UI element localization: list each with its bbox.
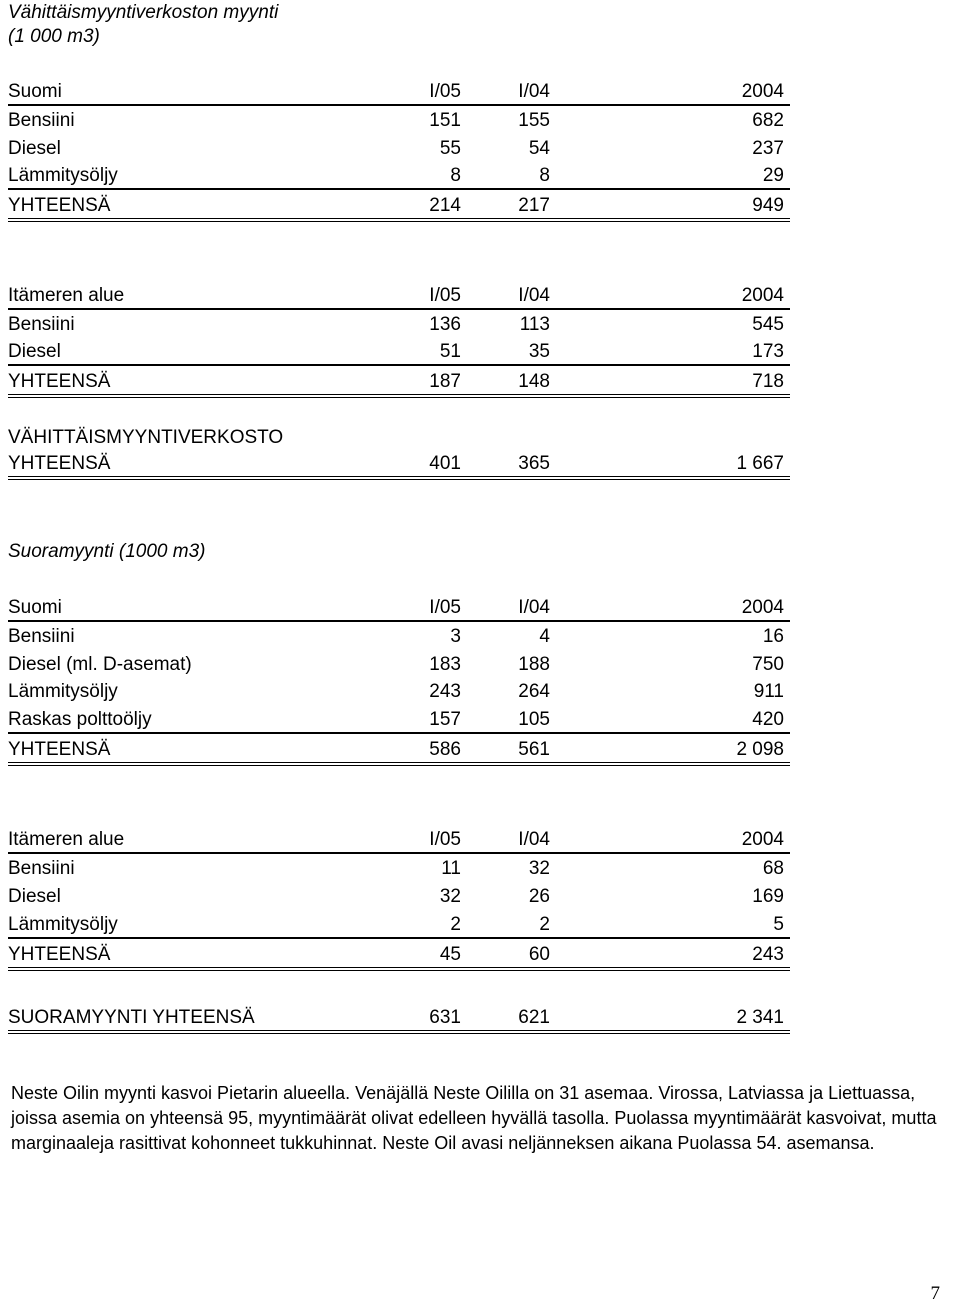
cell-value: 264 <box>518 681 550 702</box>
cell-value: 173 <box>752 341 784 362</box>
cell-value: 911 <box>753 681 784 702</box>
cell-value: 2 <box>539 914 550 935</box>
cell-value: 1 667 <box>736 453 784 474</box>
row-label: YHTEENSÄ <box>8 371 111 392</box>
row-label: Diesel <box>8 341 61 362</box>
cell-value: 365 <box>518 453 550 474</box>
cell-value: 5 <box>773 914 784 935</box>
retail-title: Vähittäismyyntiverkoston myynti <box>8 2 279 23</box>
column-header: I/04 <box>518 597 550 618</box>
cell-value: 32 <box>439 886 461 907</box>
cell-value: 35 <box>528 341 550 362</box>
cell-value: 26 <box>528 886 550 907</box>
retail-grand-total-row <box>8 452 790 480</box>
cell-value: 2 098 <box>736 739 784 760</box>
row-label: YHTEENSÄ <box>8 739 111 760</box>
page-number: 7 <box>930 1283 940 1304</box>
cell-value: 187 <box>429 371 461 392</box>
cell-value: 2 <box>450 914 461 935</box>
cell-value: 949 <box>752 195 784 216</box>
cell-value: 561 <box>518 739 550 760</box>
column-header: I/04 <box>518 829 550 850</box>
row-label: YHTEENSÄ <box>8 195 111 216</box>
cell-value: 113 <box>519 314 550 335</box>
row-label: SUORAMYYNTI YHTEENSÄ <box>8 1007 255 1028</box>
column-header: 2004 <box>741 285 784 306</box>
cell-value: 243 <box>429 681 461 702</box>
cell-value: 188 <box>518 654 550 675</box>
column-header: I/05 <box>429 81 461 102</box>
total-row <box>8 943 790 971</box>
total-row <box>8 370 790 398</box>
cell-value: 183 <box>429 654 461 675</box>
cell-value: 718 <box>752 371 784 392</box>
cell-value: 621 <box>518 1007 550 1028</box>
region-label: Suomi <box>8 81 62 102</box>
cell-value: 169 <box>752 886 784 907</box>
row-label: Bensiini <box>8 626 75 647</box>
table-header-row <box>8 596 790 622</box>
table-row <box>8 313 790 337</box>
table-header-row <box>8 828 790 854</box>
row-label: Bensiini <box>8 314 75 335</box>
cell-value: 148 <box>518 371 550 392</box>
cell-value: 55 <box>439 138 461 159</box>
row-label: Diesel (ml. D-asemat) <box>8 654 192 675</box>
cell-value: 51 <box>439 341 461 362</box>
column-header: I/05 <box>429 829 461 850</box>
column-header: 2004 <box>741 829 784 850</box>
cell-value: 151 <box>429 110 461 131</box>
row-label: Lämmitysöljy <box>8 681 118 702</box>
table-row <box>8 913 790 939</box>
table-row <box>8 885 790 909</box>
retail-unit: (1 000 m3) <box>8 26 100 47</box>
row-label: YHTEENSÄ <box>8 944 111 965</box>
retail-grand-label: VÄHITTÄISMYYNTIVERKOSTO <box>8 427 284 448</box>
cell-value: 750 <box>752 654 784 675</box>
table-row <box>8 708 790 734</box>
table-row <box>8 857 790 881</box>
cell-value: 155 <box>518 110 550 131</box>
cell-value: 237 <box>752 138 784 159</box>
direct-grand-total-row <box>8 1006 790 1034</box>
column-header: I/04 <box>518 81 550 102</box>
cell-value: 631 <box>429 1007 461 1028</box>
table-row <box>8 164 790 190</box>
cell-value: 586 <box>429 739 461 760</box>
cell-value: 243 <box>752 944 784 965</box>
cell-value: 32 <box>528 858 550 879</box>
cell-value: 105 <box>518 709 550 730</box>
cell-value: 217 <box>518 195 550 216</box>
region-label: Itämeren alue <box>8 829 125 850</box>
row-label: Bensiini <box>8 110 75 131</box>
cell-value: 16 <box>762 626 784 647</box>
cell-value: 401 <box>429 453 461 474</box>
row-label: Lämmitysöljy <box>8 914 118 935</box>
cell-value: 68 <box>762 858 784 879</box>
cell-value: 682 <box>752 110 784 131</box>
cell-value: 214 <box>429 195 461 216</box>
table-row <box>8 653 790 677</box>
cell-value: 29 <box>762 165 784 186</box>
table-row <box>8 680 790 704</box>
column-header: 2004 <box>741 81 784 102</box>
column-header: I/04 <box>518 285 550 306</box>
cell-value: 60 <box>528 944 550 965</box>
row-label: Bensiini <box>8 858 75 879</box>
region-label: Suomi <box>8 597 62 618</box>
region-label: Itämeren alue <box>8 285 125 306</box>
cell-value: 420 <box>752 709 784 730</box>
cell-value: 45 <box>439 944 461 965</box>
cell-value: 136 <box>429 314 461 335</box>
cell-value: 545 <box>752 314 784 335</box>
total-row <box>8 194 790 222</box>
table-row <box>8 340 790 366</box>
table-header-row <box>8 284 790 310</box>
row-label: YHTEENSÄ <box>8 453 111 474</box>
row-label: Diesel <box>8 886 61 907</box>
column-header: 2004 <box>741 597 784 618</box>
row-label: Diesel <box>8 138 61 159</box>
cell-value: 8 <box>450 165 461 186</box>
cell-value: 157 <box>429 709 461 730</box>
cell-value: 8 <box>539 165 550 186</box>
table-header-row <box>8 80 790 106</box>
table-row <box>8 625 790 649</box>
cell-value: 2 341 <box>736 1007 784 1028</box>
table-row <box>8 137 790 161</box>
cell-value: 3 <box>450 626 461 647</box>
row-label: Raskas polttoöljy <box>8 709 152 730</box>
cell-value: 54 <box>528 138 550 159</box>
total-row <box>8 738 790 766</box>
summary-paragraph: Neste Oilin myynti kasvoi Pietarin alueella. Venäjällä Neste Oililla on 31 asemaa. Virossa, Latviassa ja Liettuassa, joissa asemia on yhteensä 95, myyntimäärät olivat edelleen hyvällä tasolla. Puolassa myyntimäärät kasvoivat, mutta marginaaleja rasittivat kohonneet tukkuhinnat. Neste Oil avasi neljänneksen aikana Puolassa 54. asemansa. <box>11 1083 937 1153</box>
column-header: I/05 <box>429 285 461 306</box>
direct-title: Suoramyynti (1000 m3) <box>8 541 206 562</box>
cell-value: 11 <box>441 858 461 879</box>
row-label: Lämmitysöljy <box>8 165 118 186</box>
cell-value: 4 <box>539 626 550 647</box>
table-row <box>8 109 790 133</box>
column-header: I/05 <box>429 597 461 618</box>
